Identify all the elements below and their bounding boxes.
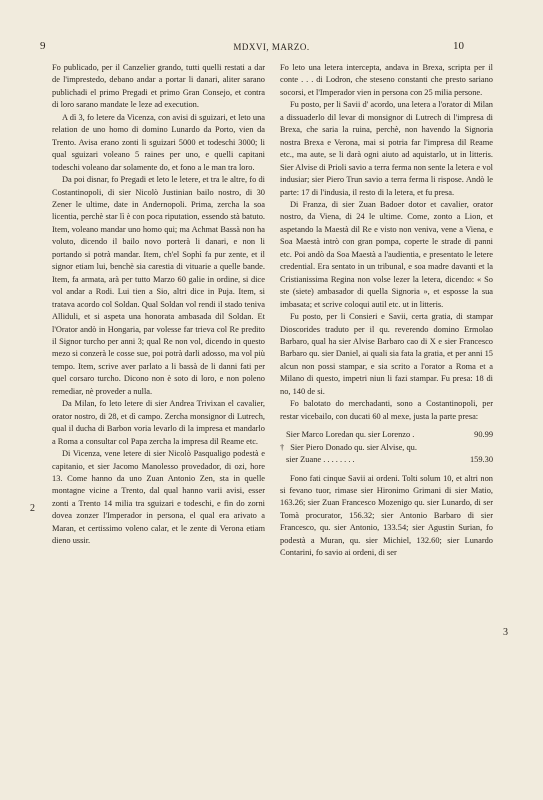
page-number-right: 10 (453, 40, 464, 52)
paragraph: Fu posto, per li Consieri e Savii, certa gratia, di stampar Dioscorides traduto per il qu. reverendo domino Ermolao Barbaro, qual ha sier Alvise Barbaro cao di X e sier Francesco Barbaro qu. sier Daniel, ai quali sia fata la gratia, et per anni 15 alcun non possi stampar, e sia scrito a l'orator a Roma et a Milano di questo, impetri niun li fazi stampar. Fu presa: 18 di no, 140 de si. (280, 312, 493, 396)
ballot-votes: 90.99 (474, 430, 493, 440)
ballot-votes: 159.30 (469, 455, 493, 465)
paragraph: A dì 3, fo letere da Vicenza, con avisi di sguizari, et leto una relation de uno homo di domino Lunardo da Porto, vien da Trento. Avisa erano zonti li sguizari 5000 et todeschi 3000; li qual sguizari voleano 5 raines per uno, e quelli capitani todeschi voleano dar solamente do, et fono a le man tra loro. (52, 112, 265, 172)
page-number-left: 9 (40, 40, 46, 52)
ballot-mark: † (280, 442, 285, 452)
paragraph: Di Franza, di sier Zuan Badoer dotor et cavalier, orator nostro, da Viena, di 24 le ultime. Come, zonto a Lion, et aspetando la Maestà dil Re e visto non veniva, vene a Viena, e Soa Maestà intrò con gran pompa, coperte le strade di panni etc. Poi andò da Soa Maestà a l'audientia, e presentato le letere credential. Era sentato in un tribunal, e soa madre davanti et la Cristianissima Regina non volse lezer la letera, dicendo: « So ste (siete) ambasador di quella Signoria », et esposse la sua imbasata; et scrive coloqui autil etc. ut in litteris. (280, 199, 493, 309)
margin-note-left: 2 (30, 503, 35, 514)
paragraph: Fono fati cinque Savii ai ordeni. Tolti solum 10, et altri non si fevano tuor, rimase sier Hironimo Grimani di sier Matio, 163.26; sier Zuan Francesco Mozenigo qu. sier Lunardo, di ser Tomà procurator, 156.32; sier Antonio Barbaro di sier Francesco, qu. sier Antonio, 133.54; sier Agustin Surian, fo podestà a Muran, qu. sier Michiel, 132.60; sier Lunardo Contarini, fo savio ai ordeni, di ser (280, 473, 493, 558)
ballot-row (280, 454, 493, 466)
candidate-name: Sier Piero Donado qu. sier Alvise, qu. (290, 442, 417, 452)
paragraph: Da Milan, fo leto letere di sier Andrea Trivixan el cavalier, orator nostro, di 28, et dì campo. Zercha monsignor di Lutrech, qual il ducha di Barbon voria levarlo di la impresa et mandarlo a Roma a consultar col Papa zercha la impresa dil Reame etc. (52, 399, 265, 446)
margin-note-right: 3 (503, 627, 508, 638)
running-title: MDXVI, MARZO. (233, 42, 310, 52)
paragraph: Fo balotato do merchadanti, sono a Costantinopoli, per restar vicebailo, con ducati 60 al mexe, justa la parte presa: (280, 399, 493, 421)
ballot-list (280, 429, 493, 466)
ballot-votes (453, 442, 493, 454)
paragraph: Da poi disnar, fo Pregadi et leto le letere, et tra le altre, fo di Costantinopoli, di sier Nicolò Justinian bailo nostro, di 30 Zener le ultime, date in Andernopoli. Prima, zercha la soa licentia, perchè star lì è con poca riputation, essendo stà batuto. Item, voleano mandar uno homo qui; ma Achmat Bassà non ha voluto, dicendo il bailo novo porterà li danari, e non li portando si potrà mandar. Item, ch'el Sophì fa pur zente, et il signor etiam lui, benchè sia carestia di vituarie a quelle bande. Item, fa armata, arà per tutto Marzo 60 galie in ordine, si dice vol andar a Rodi. Lui tien a Sio, altri dice in Puja. Item, si tratava acordo col Soldan. Qual Soldan vol rendi il stado teniva Alliduli, et si aspeta una honorata ambasada dil Soldan. Et l'Orator andò in Hongaria, par volesse far trieva col Re predito il Signor turcho per anni 3; qual Re non vol, dicendo in questo mezo si conzerà le cosse sue, poi potrà darli adosso, ma vol più tempo. Item, scrive aver parlato a li bassà de li danni fati per quel corsaro turcho. Dicono non è soto di loro, e non poleno remediar, nè proveder a nulla. (52, 175, 265, 396)
left-column (52, 62, 265, 548)
ballot-row (280, 429, 493, 441)
right-column (280, 62, 493, 560)
paragraph: Fo publicado, per il Canzelier grando, tutti quelli restati a dar de l'imprestedo, debano andar a portar li danari, aliter sarano publichadi el primo Pregadi et primo Gran Consejo, et contra di loro sarano mandate le leze ad execution. (52, 63, 265, 110)
paragraph: Di Vicenza, vene letere di sier Nicolò Pasqualigo podestà e capitanio, et sier Jacomo Manolesso provedador, di ozi, hore 13. Come hanno da uno Zuan Antonio Zen, sta in quelle montagne vicine a Trento, dal qual hanno varii avisi, esser zonti a Trento 14 milia tra sguizari e todeschi, e fin do zorni dovea zonzer l'Imperador in persona, el qual era arivato a Maran, et certissimo voleno calar, et le zente di Verona etiam dieno ussir. (52, 449, 265, 546)
paragraph: Fo leto una letera intercepta, andava in Brexa, scripta per il conte . . . di Lodron, che steseno constanti che presto sariano socorsi, et l'Imperador vien in persona con 25 milia persone. (280, 63, 493, 97)
candidate-name: Sier Marco Loredan qu. sier Lorenzo . (286, 430, 415, 440)
paragraph: Fu posto, per li Savii d' acordo, una letera a l'orator di Milan a dissuaderlo dil levar di monsignor di Lutrech di l'impresa di Brexa, che saria la ruina, perchè, non havendo la Signoria nostra Brexa e Verona, mai si potria far l'impresa dil Reame etc., ma aute, se li darà ogni aiuto ad aquistarlo, ut in litteris. Sier Alvise di Prioli savio a terra ferma non sente la letera e vol indusiar; sier Piero Trun savio a terra ferma li rispose. Andò le parte: 17 di l'indusia, il resto di la letera, et fu presa. (280, 100, 493, 197)
candidate-name: sier Zuane . . . . . . . . (286, 455, 355, 465)
ballot-row (280, 442, 493, 454)
